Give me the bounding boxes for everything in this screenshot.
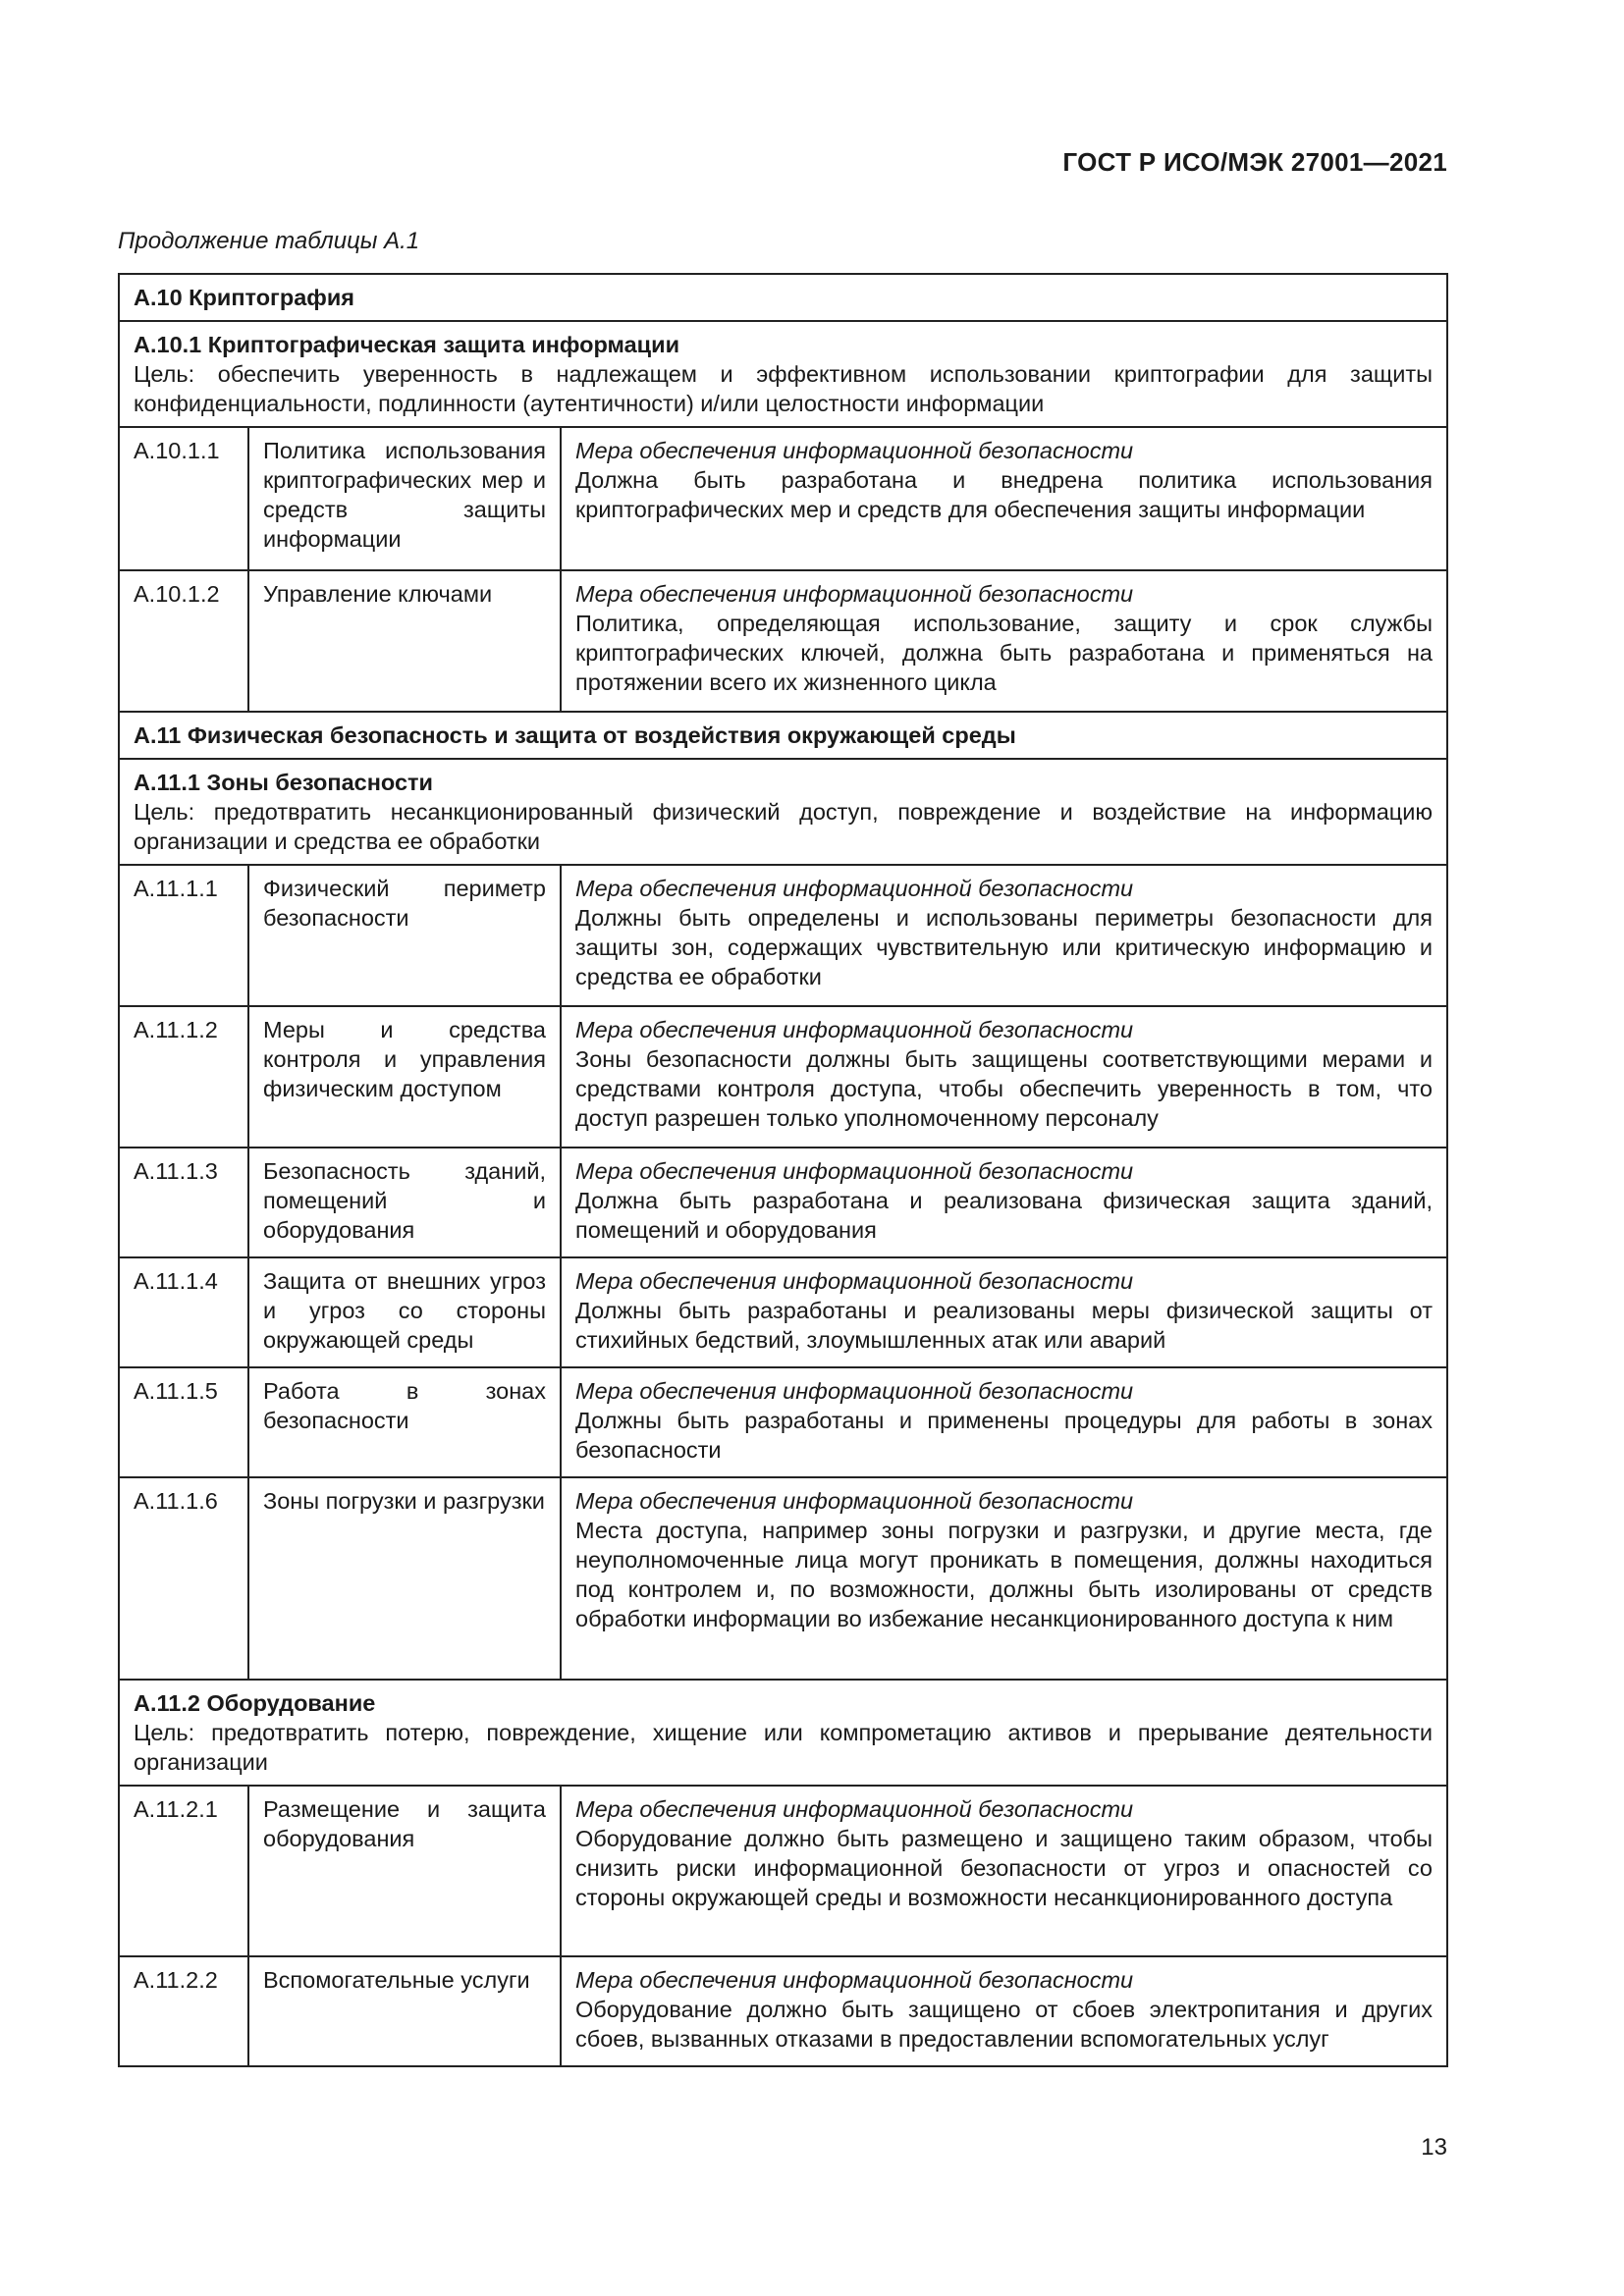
control-id: А.10.1.2 (119, 570, 248, 712)
measure-heading: Мера обеспечения информационной безопасности (575, 1796, 1134, 1822)
measure-heading: Мера обеспечения информационной безопасности (575, 1378, 1134, 1404)
subsection-heading (119, 1680, 1447, 1786)
control-description (561, 1006, 1447, 1148)
section-heading (119, 274, 1447, 321)
document-code: ГОСТ Р ИСО/МЭК 27001—2021 (1062, 147, 1447, 177)
measure-text: Оборудование должно быть защищено от сбоев электропитания и других сбоев, вызванных отказами в предоставлении вспомогательных услуг (575, 1997, 1433, 2052)
section-heading (119, 712, 1447, 759)
measure-text: Должна быть разработана и внедрена политика использования криптографических мер и средств для обеспечения защиты информации (575, 467, 1433, 522)
table-caption: Продолжение таблицы А.1 (118, 228, 420, 254)
control-description (561, 1257, 1447, 1367)
measure-heading: Мера обеспечения информационной безопасности (575, 1268, 1134, 1294)
control-name: Безопасность зданий, помещений и оборудования (248, 1148, 561, 1257)
subsection-goal: Цель: предотвратить несанкционированный физический доступ, повреждение и воздействие на информацию организации и средства ее обработки (134, 799, 1433, 854)
measure-heading: Мера обеспечения информационной безопасности (575, 438, 1134, 463)
control-description (561, 427, 1447, 570)
subsection-goal: Цель: предотвратить потерю, повреждение, хищение или компрометацию активов и прерывание деятельности организации (134, 1720, 1433, 1775)
table-row (119, 865, 1447, 1006)
subsection-title: А.11.2 Оборудование (134, 1690, 376, 1716)
table-row (119, 1148, 1447, 1257)
measure-text: Оборудование должно быть размещено и защищено таким образом, чтобы снизить риски информационной безопасности от угроз и опасностей со стороны окружающей среды и возможности несанкционированного доступа (575, 1826, 1433, 1910)
subsection-heading (119, 321, 1447, 427)
measure-text: Места доступа, например зоны погрузки и разгрузки, и другие места, где неуполномоченные лица могут проникать в помещения, должны находиться под контролем и, по возможности, должны быть изолированы от средств обработки информации во избежание несанкционированного доступа к ним (575, 1518, 1433, 1631)
measure-text: Должны быть определены и использованы периметры безопасности для защиты зон, содержащих чувствительную или критическую информацию и средства ее обработки (575, 905, 1433, 989)
control-id: А.11.2.1 (119, 1786, 248, 1956)
control-id: А.11.2.2 (119, 1956, 248, 2066)
table-row (119, 570, 1447, 712)
section-title: А.11 Физическая безопасность и защита от воздействия окружающей среды (134, 722, 1016, 748)
control-description (561, 865, 1447, 1006)
control-id: А.11.1.4 (119, 1257, 248, 1367)
control-name: Размещение и защита оборудования (248, 1786, 561, 1956)
table-row (119, 1786, 1447, 1956)
control-name: Физический периметр безопасности (248, 865, 561, 1006)
table-row (119, 1956, 1447, 2066)
control-description (561, 1367, 1447, 1477)
measure-text: Должна быть разработана и реализована физическая защита зданий, помещений и оборудования (575, 1188, 1433, 1243)
control-name: Меры и средства контроля и управления физическим доступом (248, 1006, 561, 1148)
measure-text: Политика, определяющая использование, защиту и срок службы криптографических ключей, должна быть разработана и применяться на протяжении всего их жизненного цикла (575, 611, 1433, 695)
measure-heading: Мера обеспечения информационной безопасности (575, 581, 1134, 607)
subsection-title: А.10.1 Криптографическая защита информации (134, 332, 680, 357)
subsection-row (119, 759, 1447, 865)
measure-text: Должны быть разработаны и применены процедуры для работы в зонах безопасности (575, 1408, 1433, 1463)
control-name: Политика использования криптографических мер и средств защиты информации (248, 427, 561, 570)
control-name: Зоны погрузки и разгрузки (248, 1477, 561, 1680)
measure-heading: Мера обеспечения информационной безопасности (575, 1488, 1134, 1514)
subsection-title: А.11.1 Зоны безопасности (134, 770, 433, 795)
subsection-row (119, 321, 1447, 427)
table-row (119, 1006, 1447, 1148)
control-id: А.11.1.5 (119, 1367, 248, 1477)
control-id: А.10.1.1 (119, 427, 248, 570)
control-description (561, 570, 1447, 712)
control-id: А.11.1.1 (119, 865, 248, 1006)
control-name: Вспомогательные услуги (248, 1956, 561, 2066)
control-id: А.11.1.2 (119, 1006, 248, 1148)
subsection-row (119, 1680, 1447, 1786)
measure-heading: Мера обеспечения информационной безопасности (575, 1158, 1134, 1184)
section-row (119, 274, 1447, 321)
controls-table (118, 273, 1448, 2067)
control-description (561, 1148, 1447, 1257)
measure-text: Должны быть разработаны и реализованы меры физической защиты от стихийных бедствий, злоумышленных атак или аварий (575, 1298, 1433, 1353)
control-name: Защита от внешних угроз и угроз со стороны окружающей среды (248, 1257, 561, 1367)
table-row (119, 427, 1447, 570)
section-title: А.10 Криптография (134, 285, 354, 310)
subsection-goal: Цель: обеспечить уверенность в надлежащем и эффективном использовании криптографии для защиты конфиденциальности, подлинности (аутентичности) и/или целостности информации (134, 361, 1433, 416)
measure-heading: Мера обеспечения информационной безопасности (575, 1967, 1134, 1993)
measure-heading: Мера обеспечения информационной безопасности (575, 876, 1134, 901)
control-name: Работа в зонах безопасности (248, 1367, 561, 1477)
subsection-heading (119, 759, 1447, 865)
control-id: А.11.1.6 (119, 1477, 248, 1680)
measure-heading: Мера обеспечения информационной безопасности (575, 1017, 1134, 1042)
control-name: Управление ключами (248, 570, 561, 712)
table-row (119, 1257, 1447, 1367)
table-row (119, 1367, 1447, 1477)
page-number: 13 (1421, 2134, 1447, 2161)
measure-text: Зоны безопасности должны быть защищены соответствующими мерами и средствами контроля доступа, чтобы обеспечить уверенность в том, что доступ разрешен только уполномоченному персоналу (575, 1046, 1433, 1131)
control-description (561, 1956, 1447, 2066)
table-row (119, 1477, 1447, 1680)
control-id: А.11.1.3 (119, 1148, 248, 1257)
control-description (561, 1477, 1447, 1680)
control-description (561, 1786, 1447, 1956)
section-row (119, 712, 1447, 759)
